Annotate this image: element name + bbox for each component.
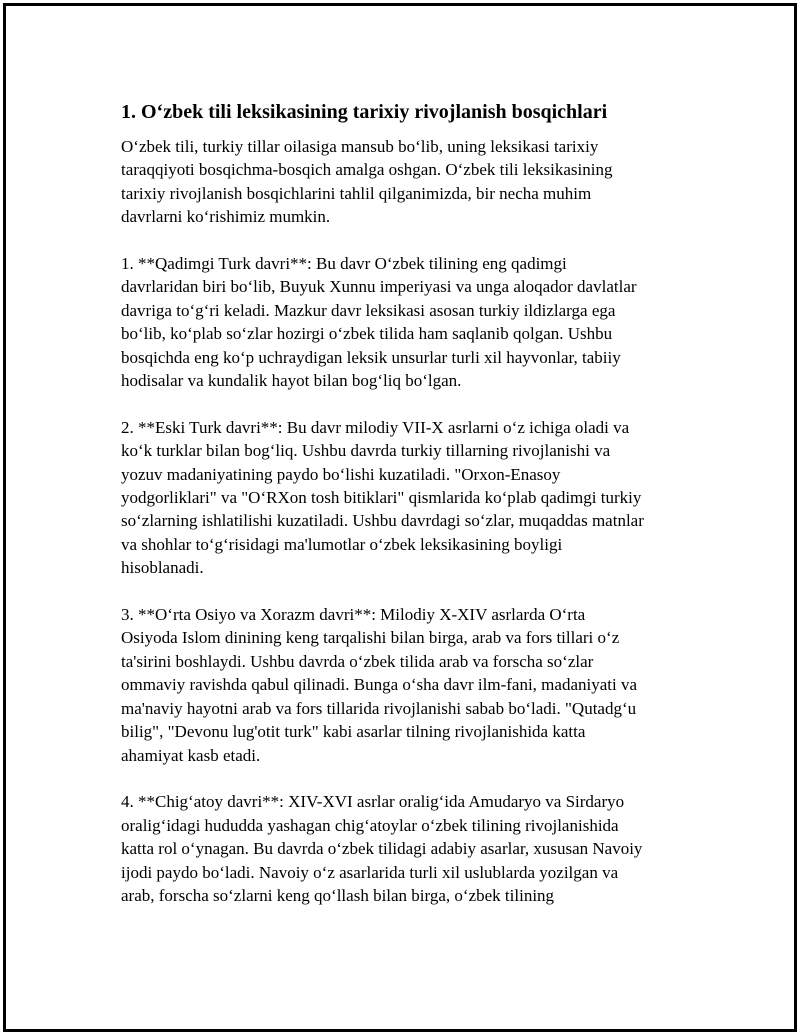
text-line: ko‘k turklar bilan bog‘liq. Ushbu davrda turkiy tillarning rivojlanishi va: [121, 441, 611, 461]
text-line: bosqichda eng ko‘p uchraydigan leksik unsurlar turli xil hayvonlar, tabiiy: [121, 347, 621, 367]
text-line: 4. **Chig‘atoy davri**: XIV-XVI asrlar oralig‘ida Amudaryo va Sirdaryo: [121, 792, 625, 812]
paragraph-4: [121, 790, 701, 907]
text-line: so‘zlarning ishlatilishi kuzatiladi. Ushbu davrdagi so‘zlar, muqaddas matnlar: [121, 511, 644, 531]
text-line: yozuv madaniyatining paydo bo‘lishi kuzatiladi. "Orxon-Enasoy: [121, 464, 561, 484]
text-line: ma'naviy hayotni arab va fors tillarida rivojlanishi sabab bo‘ladi. "Qutadg‘u: [121, 698, 637, 718]
text-line: 2. **Eski Turk davri**: Bu davr milodiy VII-X asrlarni o‘z ichiga oladi va: [121, 417, 630, 437]
text-line: hisoblanadi.: [121, 558, 204, 578]
text-line: davriga to‘g‘ri keladi. Mazkur davr leksikasi asosan turkiy ildizlarga ega: [121, 300, 616, 320]
text-line: hodisalar va kundalik hayot bilan bog‘liq bo‘lgan.: [121, 371, 462, 391]
text-line: ta'sirini boshlaydi. Ushbu davrda o‘zbek tilida arab va forscha so‘zlar: [121, 651, 594, 671]
text-line: katta rol o‘ynagan. Bu davrda o‘zbek tilidagi adabiy asarlar, xususan Navoiy: [121, 839, 643, 859]
text-line: 1. **Qadimgi Turk davri**: Bu davr O‘zbek tilining eng qadimgi: [121, 254, 567, 274]
paragraph-intro: [121, 135, 701, 229]
text-line: ahamiyat kasb etadi.: [121, 745, 261, 765]
text-line: Osiyoda Islom dinining keng tarqalishi bilan birga, arab va fors tillari o‘z: [121, 628, 620, 648]
document-title: 1. O‘zbek tili leksikasining tarixiy rivojlanish bosqichlari: [121, 101, 608, 123]
text-line: bilig", "Devonu lug'otit turk" kabi asarlar tilning rivojlanishida katta: [121, 722, 586, 742]
text-line: va shohlar to‘g‘risidagi ma'lumotlar o‘zbek leksikasining boyligi: [121, 534, 563, 554]
text-line: oralig‘idagi hududda yashagan chig‘atoylar o‘zbek tilining rivojlanishida: [121, 815, 619, 835]
page-frame: [3, 3, 797, 1032]
text-line: yodgorliklari" va "O‘RXon tosh bitiklari" qismlarida ko‘plab qadimgi turkiy: [121, 488, 642, 508]
text-line: ijodi paydo bo‘ladi. Navoiy o‘z asarlarida turli xil uslublarda yozilgan va: [121, 862, 619, 882]
paragraph-3: [121, 603, 701, 767]
paragraph-1: [121, 252, 701, 392]
document-body: [121, 98, 701, 931]
text-line: 3. **O‘rta Osiyo va Xorazm davri**: Milodiy X-XIV asrlarda O‘rta: [121, 605, 586, 625]
text-line: davrlarni ko‘rishimiz mumkin.: [121, 207, 331, 227]
text-line: O‘zbek tili, turkiy tillar oilasiga mansub bo‘lib, uning leksikasi tarixiy: [121, 137, 599, 156]
text-line: davrlaridan biri bo‘lib, Buyuk Xunnu imperiyasi va unga aloqador davlatlar: [121, 277, 637, 297]
text-line: arab, forscha so‘zlarni keng qo‘llash bilan birga, o‘zbek tilining: [121, 885, 555, 905]
text-line: bo‘lib, ko‘plab so‘zlar hozirgi o‘zbek tilida ham saqlanib qolgan. Ushbu: [121, 324, 613, 344]
text-line: taraqqiyoti bosqichma-bosqich amalga oshgan. O‘zbek tili leksikasining: [121, 160, 613, 180]
paragraph-2: [121, 416, 701, 580]
text-line: tarixiy rivojlanish bosqichlarini tahlil qilganimizda, bir necha muhim: [121, 183, 592, 203]
text-line: ommaviy ravishda qabul qilinadi. Bunga o‘sha davr ilm-fani, madaniyati va: [121, 675, 638, 695]
